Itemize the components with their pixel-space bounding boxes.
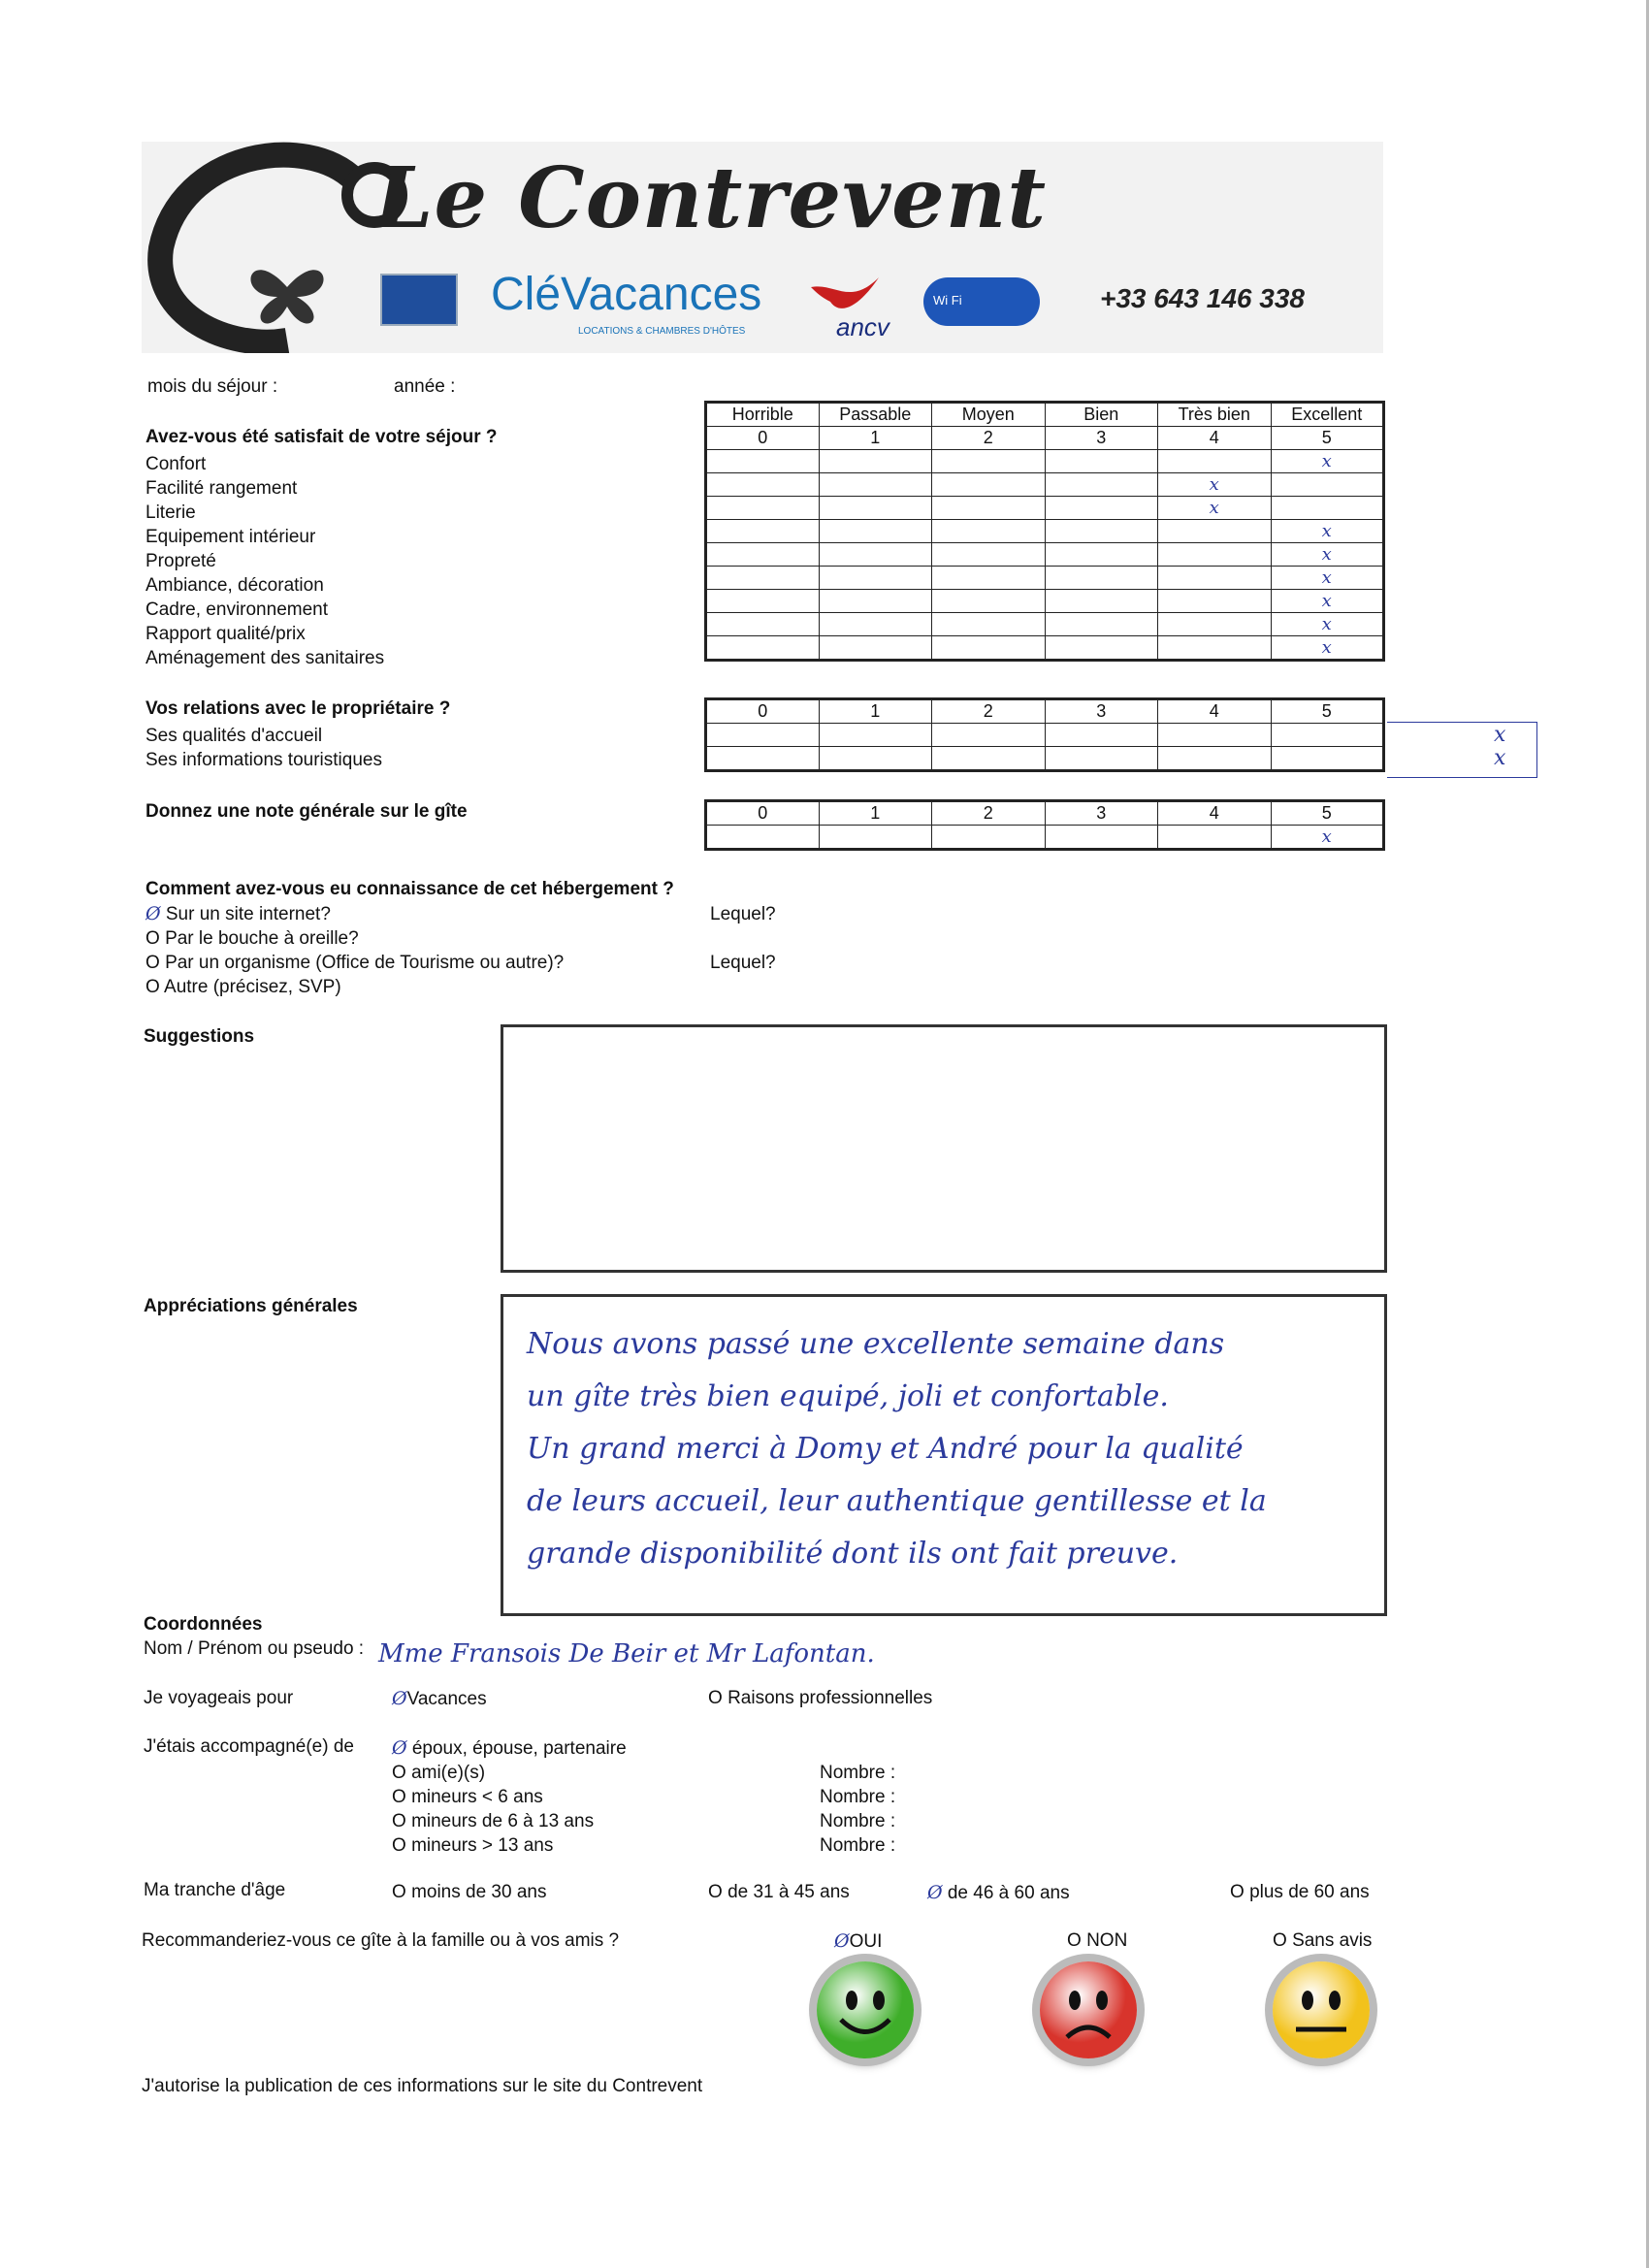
source-option-label: Autre (précisez, SVP) — [164, 977, 341, 997]
companion-option-label: mineurs > 13 ans — [411, 1835, 554, 1856]
rating-cell[interactable] — [819, 724, 932, 747]
table-row — [706, 450, 1384, 473]
rating-cell[interactable] — [1158, 520, 1272, 543]
rating-cell[interactable] — [1158, 724, 1272, 747]
radio-icon: O — [392, 1882, 406, 1902]
score-cell: 5 — [1271, 801, 1384, 826]
age-option[interactable] — [708, 1882, 850, 1903]
handwritten-line: Nous avons passé une excellente semaine dans — [527, 1327, 1225, 1361]
rating-cell[interactable] — [819, 520, 932, 543]
recommend-question: Recommanderiez-vous ce gîte à la famille ou à vos amis ? — [142, 1930, 620, 1951]
rating-cell[interactable] — [1045, 543, 1158, 567]
recommend-label: NON — [1086, 1930, 1128, 1951]
column-header: Bien — [1045, 403, 1158, 427]
column-header: Très bien — [1158, 403, 1272, 427]
score-cell: 3 — [1045, 427, 1158, 450]
companion-option[interactable] — [392, 1761, 627, 1785]
rating-cell[interactable] — [1045, 450, 1158, 473]
rating-cell[interactable] — [819, 826, 932, 850]
table-row — [706, 747, 1384, 771]
overall-title: Donnez une note générale sur le gîte — [146, 801, 468, 822]
rating-cell[interactable] — [932, 826, 1046, 850]
source-option-label: Par le bouche à oreille? — [165, 928, 359, 949]
column-header: Excellent — [1271, 403, 1384, 427]
age-option-label: de 46 à 60 ans — [947, 1883, 1070, 1903]
appreciations-text — [527, 1318, 1267, 1580]
rating-cell[interactable] — [1271, 826, 1384, 850]
rating-cell[interactable] — [706, 543, 820, 567]
count-label: Nombre : — [820, 1787, 896, 1807]
criterion-label: Cadre, environnement — [146, 599, 328, 620]
age-option[interactable] — [927, 1882, 1070, 1904]
owner-extra-marks — [1387, 722, 1537, 778]
criterion-label: Aménagement des sanitaires — [146, 648, 385, 668]
rating-cell[interactable] — [1271, 724, 1384, 747]
table-row — [706, 567, 1384, 590]
companion-option-label: époux, épouse, partenaire — [411, 1738, 627, 1759]
rating-cell[interactable] — [1158, 543, 1272, 567]
age-option-label: plus de 60 ans — [1249, 1882, 1370, 1902]
score-cell: 1 — [819, 699, 932, 724]
rating-cell[interactable] — [932, 497, 1046, 520]
count-label: Nombre : — [820, 1763, 896, 1783]
logo-c-icon — [142, 142, 413, 353]
age-option[interactable] — [392, 1882, 546, 1903]
clevacances-subtitle: LOCATIONS & CHAMBRES D'HÔTES — [578, 326, 746, 337]
criterion-label: Ses informations touristiques — [146, 750, 382, 770]
rating-cell[interactable] — [706, 497, 820, 520]
happy-smiley-icon — [817, 1961, 914, 2058]
radio-icon: O — [1230, 1882, 1245, 1902]
radio-icon: O — [146, 953, 160, 973]
criterion-label: Equipement intérieur — [146, 527, 316, 547]
source-which-2: Lequel? — [710, 953, 776, 973]
rating-cell[interactable] — [1271, 747, 1384, 771]
criterion-label: Facilité rangement — [146, 478, 298, 499]
score-cell: 2 — [932, 699, 1046, 724]
rating-cell[interactable] — [932, 473, 1046, 497]
rating-cell[interactable] — [1045, 520, 1158, 543]
rating-cell[interactable] — [932, 520, 1046, 543]
check-mark-icon: x — [1321, 451, 1332, 471]
sad-smiley-icon — [1040, 1961, 1137, 2058]
radio-checked-icon: Ø — [392, 1737, 407, 1759]
radio-icon: O — [708, 1882, 723, 1902]
source-title: Comment avez-vous eu connaissance de cet hébergement ? — [146, 879, 674, 899]
check-mark-icon: x — [1321, 826, 1332, 847]
radio-icon: O — [146, 977, 160, 997]
rating-cell[interactable] — [1045, 590, 1158, 613]
contact-title: Coordonnées — [144, 1614, 263, 1635]
recommend-label: OUI — [849, 1931, 883, 1952]
satisfaction-labels — [146, 452, 384, 670]
rating-cell[interactable] — [1271, 567, 1384, 590]
score-cell: 2 — [932, 801, 1046, 826]
radio-icon: O — [1067, 1930, 1082, 1951]
source-option-label: Par un organisme (Office de Tourisme ou autre)? — [165, 953, 565, 973]
score-cell: 0 — [706, 699, 820, 724]
column-header: Passable — [819, 403, 932, 427]
overall-table — [704, 799, 1385, 851]
score-cell: 1 — [819, 427, 932, 450]
name-value[interactable]: Mme Fransois De Beir et Mr Lafontan. — [378, 1639, 875, 1669]
wifi-label: Wi Fi — [933, 293, 962, 308]
companion-label: J'étais accompagné(e) de — [144, 1736, 354, 1757]
score-cell: 0 — [706, 801, 820, 826]
suggestions-box[interactable] — [501, 1024, 1387, 1273]
rating-cell[interactable] — [1158, 613, 1272, 636]
owner-table — [704, 697, 1385, 772]
rating-cell[interactable] — [706, 747, 820, 771]
wifi-badge — [923, 277, 1040, 326]
name-label: Nom / Prénom ou pseudo : — [144, 1638, 365, 1659]
rating-cell[interactable] — [706, 567, 820, 590]
suggestions-label: Suggestions — [144, 1026, 255, 1047]
score-cell: 2 — [932, 427, 1046, 450]
rating-cell[interactable] — [1158, 473, 1272, 497]
clevacances-logo: CléVacances — [491, 269, 762, 320]
radio-icon: O — [708, 1688, 723, 1708]
rating-cell[interactable] — [1045, 473, 1158, 497]
rating-cell[interactable] — [932, 567, 1046, 590]
rating-cell[interactable] — [932, 543, 1046, 567]
source-option-label: Sur un site internet? — [165, 904, 331, 924]
age-label: Ma tranche d'âge — [144, 1880, 286, 1900]
handwritten-line: grande disponibilité dont ils ont fait preuve. — [527, 1537, 1179, 1571]
companion-option[interactable] — [392, 1833, 627, 1858]
travel-label: Je voyageais pour — [144, 1688, 294, 1708]
companion-option[interactable] — [392, 1785, 627, 1809]
table-header-row — [706, 403, 1384, 427]
tourism-badge — [380, 274, 458, 326]
check-mark-icon: x — [1321, 614, 1332, 634]
score-cell: 4 — [1158, 427, 1272, 450]
butterfly-icon — [250, 270, 323, 323]
table-row — [706, 473, 1384, 497]
column-header: Moyen — [932, 403, 1046, 427]
criterion-label: Literie — [146, 502, 196, 523]
logo-text: Le Contrevent — [374, 149, 1048, 247]
check-mark-icon: x — [1321, 544, 1332, 565]
rating-cell[interactable] — [706, 520, 820, 543]
rating-cell[interactable] — [1271, 520, 1384, 543]
rating-cell[interactable] — [706, 636, 820, 661]
owner-title: Vos relations avec le propriétaire ? — [146, 698, 451, 719]
score-cell: 3 — [1045, 801, 1158, 826]
rating-cell[interactable] — [1045, 826, 1158, 850]
criterion-label: Ses qualités d'accueil — [146, 726, 323, 746]
year-label: année : — [394, 376, 456, 397]
source-options — [146, 902, 564, 999]
table-row — [706, 636, 1384, 661]
rating-cell[interactable] — [932, 613, 1046, 636]
table-row — [706, 543, 1384, 567]
source-option[interactable] — [146, 926, 564, 951]
rating-cell[interactable] — [819, 543, 932, 567]
rating-cell[interactable] — [819, 450, 932, 473]
handwritten-line: Un grand merci à Domy et André pour la qualité — [527, 1432, 1244, 1466]
radio-icon: O — [146, 928, 160, 949]
companion-option-label: mineurs de 6 à 13 ans — [411, 1811, 595, 1831]
table-score-row — [706, 801, 1384, 826]
criterion-label: Confort — [146, 454, 207, 474]
score-cell: 1 — [819, 801, 932, 826]
source-option[interactable] — [146, 902, 564, 926]
owner-extra-mark: x — [1494, 723, 1506, 747]
rating-cell[interactable] — [819, 747, 932, 771]
rating-cell[interactable] — [1271, 543, 1384, 567]
rating-cell[interactable] — [706, 724, 820, 747]
table-row — [706, 590, 1384, 613]
score-cell: 3 — [1045, 699, 1158, 724]
month-label: mois du séjour : — [147, 376, 278, 397]
radio-checked-icon: Ø — [927, 1882, 943, 1903]
phone-number: +33 643 146 338 — [1100, 283, 1305, 313]
age-option-label: de 31 à 45 ans — [728, 1882, 850, 1902]
rating-cell[interactable] — [932, 590, 1046, 613]
radio-icon: O — [392, 1787, 406, 1807]
check-mark-icon: x — [1209, 498, 1219, 518]
recommend-option-non[interactable] — [1067, 1930, 1127, 1952]
score-cell: 4 — [1158, 801, 1272, 826]
table-row — [706, 724, 1384, 747]
rating-cell[interactable] — [1158, 567, 1272, 590]
recommend-label: Sans avis — [1292, 1930, 1373, 1951]
radio-icon: O — [392, 1835, 406, 1856]
owner-extra-mark: x — [1494, 746, 1506, 770]
criterion-label: Rapport qualité/prix — [146, 624, 306, 644]
check-mark-icon: x — [1321, 567, 1332, 588]
rating-cell[interactable] — [1158, 747, 1272, 771]
rating-cell[interactable] — [1045, 724, 1158, 747]
rating-cell[interactable] — [1158, 450, 1272, 473]
table-row — [706, 520, 1384, 543]
header-banner — [142, 142, 1383, 353]
rating-cell[interactable] — [819, 590, 932, 613]
rating-cell[interactable] — [932, 724, 1046, 747]
check-mark-icon: x — [1321, 521, 1332, 541]
rating-cell[interactable] — [932, 747, 1046, 771]
score-cell: 5 — [1271, 427, 1384, 450]
score-cell: 4 — [1158, 699, 1272, 724]
rating-cell[interactable] — [819, 473, 932, 497]
source-option[interactable] — [146, 975, 564, 999]
radio-icon: O — [392, 1763, 406, 1783]
source-option[interactable] — [146, 951, 564, 975]
recommend-option-sans-avis[interactable] — [1273, 1930, 1372, 1952]
authorization-text: J'autorise la publication de ces informations sur le site du Contrevent — [142, 2076, 703, 2096]
ancv-logo: ancv — [836, 312, 889, 341]
rating-cell[interactable] — [819, 497, 932, 520]
rating-cell[interactable] — [1271, 636, 1384, 661]
check-mark-icon: x — [1209, 474, 1219, 495]
rating-cell[interactable] — [706, 450, 820, 473]
travel-option-vacances[interactable] — [392, 1688, 487, 1710]
rating-cell[interactable] — [1271, 473, 1384, 497]
rating-cell[interactable] — [1045, 497, 1158, 520]
criterion-label: Ambiance, décoration — [146, 575, 324, 596]
handwritten-line: un gîte très bien equipé, joli et confortable. — [527, 1379, 1169, 1413]
appreciations-label: Appréciations générales — [144, 1296, 358, 1316]
ancv-bird-icon — [811, 277, 879, 316]
companion-option-label: ami(e)(s) — [411, 1763, 486, 1783]
rating-cell[interactable] — [1158, 590, 1272, 613]
score-cell: 5 — [1271, 699, 1384, 724]
count-label: Nombre : — [820, 1811, 896, 1831]
source-which-1: Lequel? — [710, 904, 776, 924]
companion-option[interactable] — [392, 1736, 627, 1761]
criterion-label: Propreté — [146, 551, 216, 571]
column-header: Horrible — [706, 403, 820, 427]
rating-cell[interactable] — [1271, 497, 1384, 520]
rating-cell[interactable] — [819, 613, 932, 636]
owner-labels — [146, 724, 382, 772]
table-score-row — [706, 427, 1384, 450]
radio-icon: O — [392, 1811, 406, 1831]
table-row — [706, 613, 1384, 636]
rating-cell[interactable] — [1045, 613, 1158, 636]
companion-option[interactable] — [392, 1809, 627, 1833]
recommend-option-oui[interactable] — [834, 1930, 882, 1953]
rating-cell[interactable] — [1045, 636, 1158, 661]
rating-cell[interactable] — [1045, 567, 1158, 590]
appreciations-box[interactable] — [501, 1294, 1387, 1616]
handwritten-line: de leurs accueil, leur authentique gentillesse et la — [527, 1484, 1267, 1518]
radio-checked-icon: Ø — [146, 903, 161, 924]
rating-cell[interactable] — [932, 636, 1046, 661]
score-cell: 0 — [706, 427, 820, 450]
travel-option-label: Vacances — [406, 1689, 487, 1709]
rating-cell[interactable] — [1158, 497, 1272, 520]
neutral-smiley-icon — [1273, 1961, 1370, 2058]
radio-icon: O — [1273, 1930, 1287, 1951]
count-label: Nombre : — [820, 1835, 896, 1856]
table-row — [706, 497, 1384, 520]
rating-cell[interactable] — [1045, 747, 1158, 771]
check-mark-icon: x — [1321, 591, 1332, 611]
age-option[interactable] — [1230, 1882, 1370, 1903]
rating-cell[interactable] — [706, 613, 820, 636]
satisfaction-title: Avez-vous été satisfait de votre séjour ? — [146, 427, 498, 447]
rating-cell[interactable] — [932, 450, 1046, 473]
check-mark-icon: x — [1321, 637, 1332, 658]
table-score-row — [706, 699, 1384, 724]
companion-option-label: mineurs < 6 ans — [411, 1787, 543, 1807]
rating-cell[interactable] — [1271, 613, 1384, 636]
rating-cell[interactable] — [706, 590, 820, 613]
companion-options — [392, 1736, 627, 1858]
travel-option-pro[interactable] — [708, 1688, 932, 1709]
table-row — [706, 826, 1384, 850]
radio-checked-icon: Ø — [392, 1688, 407, 1709]
rating-cell[interactable] — [1271, 450, 1384, 473]
satisfaction-table — [704, 401, 1385, 662]
age-option-label: moins de 30 ans — [411, 1882, 547, 1902]
travel-option-label: Raisons professionnelles — [728, 1688, 933, 1708]
rating-cell[interactable] — [706, 473, 820, 497]
radio-checked-icon: Ø — [834, 1930, 850, 1952]
rating-cell[interactable] — [1158, 636, 1272, 661]
companion-counts — [820, 1761, 895, 1858]
rating-cell[interactable] — [819, 567, 932, 590]
rating-cell[interactable] — [1158, 826, 1272, 850]
rating-cell[interactable] — [706, 826, 820, 850]
rating-cell[interactable] — [1271, 590, 1384, 613]
rating-cell[interactable] — [819, 636, 932, 661]
